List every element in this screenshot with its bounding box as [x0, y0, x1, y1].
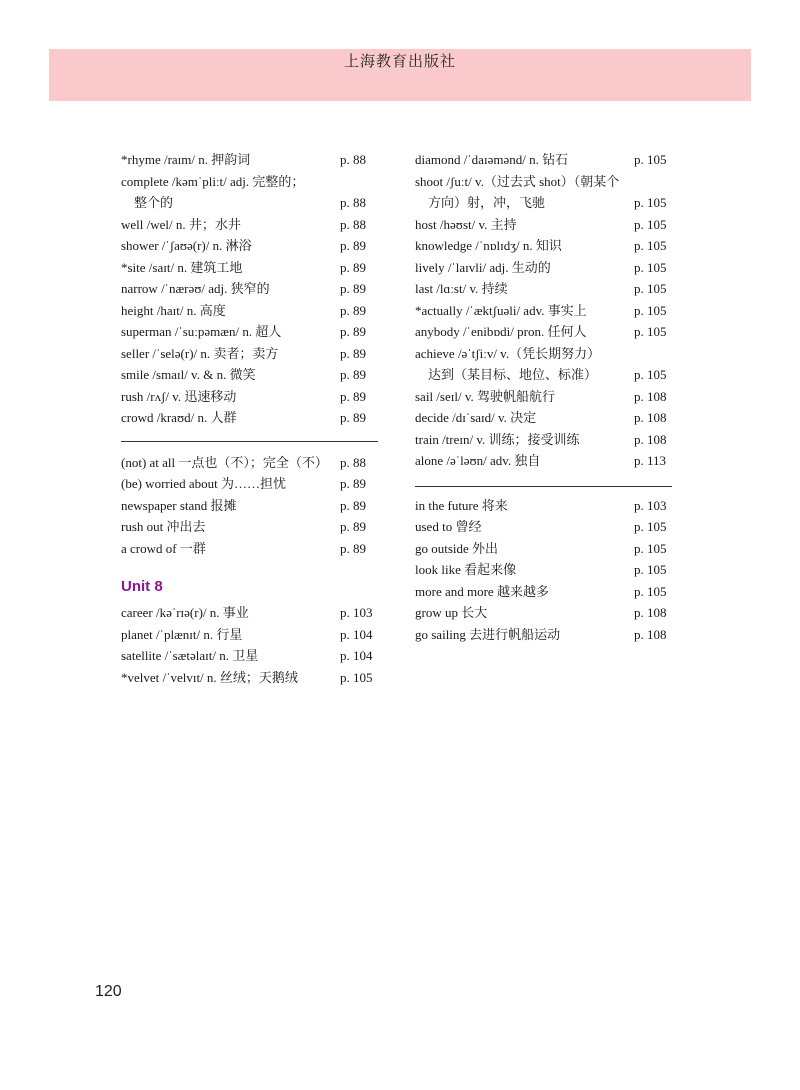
- phrase-entry: [415, 559, 672, 581]
- phrase-entry: [121, 473, 378, 495]
- vocab-entry: [415, 214, 672, 236]
- left-word-list: [121, 149, 378, 429]
- vocab-entry: [121, 235, 378, 257]
- entry-text: rush /rʌʃ/ v. 迅速移动: [121, 388, 237, 404]
- vocab-entry: [121, 278, 378, 300]
- entry-page: p. 89: [340, 497, 366, 513]
- entry-text: narrow /ˈnærəʊ/ adj. 狭窄的: [121, 281, 270, 296]
- phrase-entry: [415, 516, 672, 538]
- vocab-entry: [415, 192, 672, 214]
- entry-page: p. 108: [634, 388, 667, 404]
- entry-page: p. 108: [634, 431, 667, 447]
- vocab-entry: [121, 300, 378, 322]
- entry-text: shoot /ʃuːt/ v.（过去式 shot）（朝某个: [415, 173, 620, 189]
- entry-page: p. 89: [340, 410, 366, 425]
- entry-text: in the future 将来: [415, 497, 508, 513]
- vocab-entry: [415, 386, 672, 408]
- entry-text: anybody /ˈenibɒdi/ pron. 任何人: [415, 324, 587, 339]
- entry-text: 达到（某目标、地位、标准）: [428, 367, 598, 382]
- phrase-entry: [121, 495, 378, 517]
- entry-page: p. 103: [634, 497, 667, 513]
- entry-page: p. 88: [340, 454, 366, 470]
- entry-text: diamond /ˈdaɪəmənd/ n. 钻石: [415, 152, 569, 167]
- vocab-entry: [121, 149, 378, 171]
- entry-page: p. 89: [340, 238, 366, 253]
- left-column: [121, 149, 378, 688]
- entry-page: p. 89: [340, 259, 366, 275]
- vocab-entry: [415, 364, 672, 386]
- entry-text: used to 曾经: [415, 519, 482, 534]
- entry-page: p. 108: [634, 410, 667, 425]
- entry-text: go outside 外出: [415, 540, 499, 556]
- entry-page: p. 105: [634, 519, 667, 534]
- entry-text: sail /seɪl/ v. 驾驶帆船航行: [415, 388, 555, 404]
- vocab-entry: [415, 343, 672, 365]
- vocab-entry: [415, 450, 672, 472]
- vocab-entry: [121, 214, 378, 236]
- entry-text: a crowd of 一群: [121, 540, 206, 556]
- section-divider: [415, 486, 672, 487]
- phrase-entry: [415, 624, 672, 646]
- vocab-entry: [121, 343, 378, 365]
- entry-text: (not) at all 一点也（不）；完全（不）: [121, 454, 328, 470]
- vocab-entry: [121, 645, 378, 667]
- phrase-entry: [415, 495, 672, 517]
- page-number: 120: [95, 983, 122, 1000]
- vocab-entry: [121, 624, 378, 646]
- entry-text: newspaper stand 报摊: [121, 497, 237, 513]
- entry-text: decide /dɪˈsaɪd/ v. 决定: [415, 410, 537, 425]
- phrase-entry: [121, 516, 378, 538]
- entry-page: p. 105: [634, 216, 667, 232]
- entry-page: p. 89: [340, 302, 366, 318]
- entry-text: shower /ˈʃaʊə(r)/ n. 淋浴: [121, 238, 252, 253]
- entry-page: p. 113: [634, 453, 667, 468]
- entry-page: p. 88: [340, 216, 366, 232]
- entry-text: planet /ˈplænɪt/ n. 行星: [121, 626, 243, 642]
- entry-page: p. 105: [634, 259, 667, 275]
- vocab-entry: [121, 192, 378, 214]
- vocab-entry: [415, 407, 672, 429]
- vocab-entry: [121, 602, 378, 624]
- vocab-entry: [415, 321, 672, 343]
- vocab-entry: [121, 407, 378, 429]
- vocab-entry: [415, 257, 672, 279]
- vocab-entry: [121, 171, 378, 193]
- entry-text: *velvet /ˈvelvɪt/ n. 丝绒；天鹅绒: [121, 669, 298, 685]
- entry-text: complete /kəmˈpliːt/ adj. 完整的；: [121, 173, 305, 189]
- phrase-entry: [415, 602, 672, 624]
- entry-page: p. 104: [340, 648, 373, 663]
- vocab-entry: [415, 171, 672, 193]
- entry-page: p. 89: [340, 388, 366, 404]
- entry-text: rush out 冲出去: [121, 519, 206, 534]
- entry-text: smile /smaɪl/ v. & n. 微笑: [121, 367, 256, 382]
- entry-page: p. 89: [340, 345, 366, 361]
- entry-text: superman /ˈsuːpəmæn/ n. 超人: [121, 324, 282, 339]
- entry-page: p. 105: [634, 324, 667, 339]
- phrase-entry: [415, 538, 672, 560]
- vocab-entry: [415, 429, 672, 451]
- vocab-entry: [121, 667, 378, 689]
- entry-text: lively /ˈlaɪvli/ adj. 生动的: [415, 259, 551, 275]
- entry-text: train /treɪn/ v. 训练；接受训练: [415, 431, 580, 447]
- entry-page: p. 88: [340, 152, 366, 167]
- entry-text: 方向）射，冲，飞驰: [428, 195, 546, 210]
- entry-text: knowledge /ˈnɒlɪdʒ/ n. 知识: [415, 238, 562, 253]
- entry-page: p. 105: [634, 195, 667, 210]
- vocab-entry: [415, 235, 672, 257]
- entry-page: p. 105: [634, 583, 667, 599]
- entry-text: height /haɪt/ n. 高度: [121, 302, 226, 318]
- entry-page: p. 89: [340, 519, 366, 534]
- vocab-entry: [415, 300, 672, 322]
- entry-page: p. 89: [340, 281, 366, 296]
- entry-text: satellite /ˈsætəlaɪt/ n. 卫星: [121, 648, 259, 663]
- entry-text: 整个的: [134, 195, 174, 210]
- entry-page: p. 89: [340, 324, 366, 339]
- phrase-entry: [415, 581, 672, 603]
- entry-text: look like 看起来像: [415, 562, 517, 577]
- vocab-entry: [415, 149, 672, 171]
- entry-page: p. 108: [634, 626, 667, 642]
- entry-page: p. 105: [634, 302, 667, 318]
- entry-text: go sailing 去进行帆船运动: [415, 626, 561, 642]
- entry-page: p. 105: [634, 281, 667, 296]
- entry-page: p. 105: [634, 367, 667, 382]
- entry-text: alone /əˈləʊn/ adv. 独自: [415, 453, 541, 468]
- entry-page: p. 108: [634, 605, 667, 620]
- vocab-entry: [415, 278, 672, 300]
- entry-page: p. 105: [634, 540, 667, 556]
- vocab-entry: [121, 386, 378, 408]
- entry-text: last /lɑːst/ v. 持续: [415, 281, 508, 296]
- entry-text: host /həʊst/ v. 主持: [415, 216, 517, 232]
- entry-page: p. 105: [634, 562, 667, 577]
- entry-page: p. 105: [340, 669, 373, 685]
- entry-text: *actually /ˈæktʃuəli/ adv. 事实上: [415, 302, 587, 318]
- entry-text: career /kəˈrɪə(r)/ n. 事业: [121, 605, 249, 620]
- vocab-entry: [121, 257, 378, 279]
- entry-page: p. 105: [634, 152, 667, 167]
- entry-page: p. 89: [340, 476, 366, 491]
- entry-page: p. 105: [634, 238, 667, 253]
- entry-page: p. 89: [340, 540, 366, 556]
- phrase-entry: [121, 452, 378, 474]
- right-phrase-list: [415, 495, 672, 646]
- section-divider: [121, 441, 378, 442]
- vocab-entry: [121, 321, 378, 343]
- right-column: [415, 149, 672, 645]
- entry-text: seller /ˈselə(r)/ n. 卖者；卖方: [121, 345, 279, 361]
- left-phrase-list: [121, 452, 378, 560]
- entry-text: grow up 长大: [415, 605, 488, 620]
- phrase-entry: [121, 538, 378, 560]
- vocab-entry: [121, 364, 378, 386]
- entry-text: (be) worried about 为……担忧: [121, 476, 286, 491]
- entry-text: *site /saɪt/ n. 建筑工地: [121, 259, 243, 275]
- entry-page: p. 88: [340, 195, 366, 210]
- entry-text: more and more 越来越多: [415, 583, 549, 599]
- unit-heading: Unit 8: [121, 578, 163, 595]
- entry-page: p. 103: [340, 605, 373, 620]
- entry-text: *rhyme /raɪm/ n. 押韵词: [121, 152, 251, 167]
- right-word-list: [415, 149, 672, 472]
- entry-text: achieve /əˈtʃiːv/ v.（凭长期努力）: [415, 345, 601, 361]
- entry-text: crowd /kraʊd/ n. 人群: [121, 410, 237, 425]
- entry-page: p. 104: [340, 626, 373, 642]
- publisher-title: 上海教育出版社: [343, 52, 456, 70]
- header-banner: [49, 49, 751, 101]
- unit-word-list: [121, 602, 378, 688]
- entry-text: well /wel/ n. 井；水井: [121, 216, 241, 232]
- entry-page: p. 89: [340, 367, 366, 382]
